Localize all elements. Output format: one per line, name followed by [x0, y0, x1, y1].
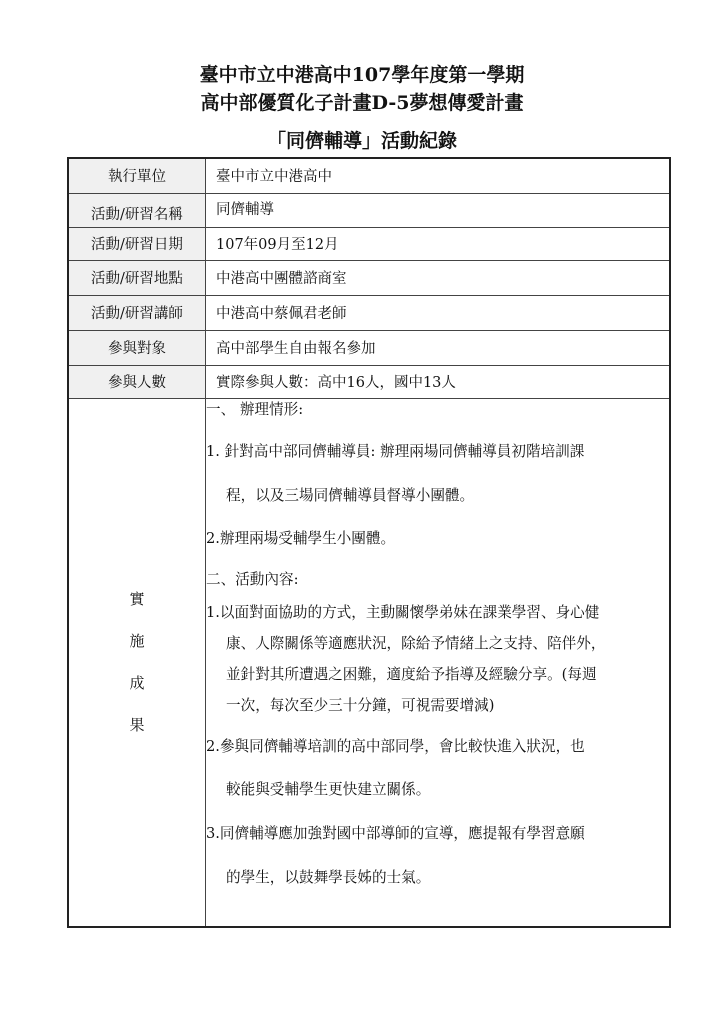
row-value: 實際參與人數：高中16人，國中13人	[206, 365, 671, 398]
activity-record-table	[67, 157, 671, 928]
document-title-line1: 臺中市立中港高中107學年度第一學期	[199, 64, 525, 86]
content-line: 1. 針對高中部同儕輔導員: 辦理兩場同儕輔導員初階培訓課	[206, 442, 585, 460]
row-value: 中港高中團體諮商室	[206, 260, 671, 295]
content-line: 2.參與同儕輔導培訓的高中部同學，會比較快進入狀況，也	[206, 737, 585, 755]
table-row	[68, 365, 670, 398]
table-row	[68, 260, 670, 295]
section-heading: 一、 辦理情形:	[206, 400, 304, 418]
row-label: 活動/研習日期	[68, 227, 206, 260]
content-line: 的學生，以鼓舞學長姊的士氣。	[226, 868, 431, 886]
content-line: 康、人際關係等適應狀況，除給予情緒上之支持、陪伴外，	[226, 634, 606, 652]
section-heading: 二、活動內容:	[206, 570, 299, 588]
table-row	[68, 227, 670, 260]
results-label	[68, 398, 206, 927]
content-line: 較能與受輔學生更快建立關係。	[226, 780, 431, 798]
content-line: 3.同儕輔導應加強對國中部導師的宣導，應提報有學習意願	[206, 824, 585, 842]
results-row	[68, 398, 670, 927]
content-line: 程，以及三場同儕輔導員督導小團體。	[226, 486, 475, 504]
results-label-char: 施	[129, 632, 145, 651]
results-label-char: 實	[129, 590, 145, 609]
document-title-line2: 高中部優質化子計畫D-5夢想傳愛計畫	[200, 92, 524, 114]
results-label-char: 成	[129, 674, 145, 693]
row-value: 中港高中蔡佩君老師	[206, 295, 671, 330]
row-label: 執行單位	[68, 158, 206, 193]
results-content	[206, 398, 671, 927]
row-label: 參與人數	[68, 365, 206, 398]
content-line: 2.辦理兩場受輔學生小團體。	[206, 529, 396, 547]
content-line: 並針對其所遭遇之困難，適度給予指導及經驗分享。(每週	[226, 665, 597, 683]
table-row	[68, 158, 670, 193]
row-value: 107年09月至12月	[206, 227, 671, 260]
row-value: 同儕輔導	[206, 193, 671, 227]
content-line: 一次，每次至少三十分鐘，可視需要增減)	[226, 696, 495, 714]
table-row	[68, 295, 670, 330]
row-label: 活動/研習講師	[68, 295, 206, 330]
content-line: 1.以面對面協助的方式，主動關懷學弟妹在課業學習、身心健	[206, 603, 600, 621]
table-row	[68, 193, 670, 227]
row-value: 高中部學生自由報名參加	[206, 330, 671, 365]
table-row	[68, 330, 670, 365]
row-label: 參與對象	[68, 330, 206, 365]
results-label-char: 果	[129, 716, 145, 735]
row-value: 臺中市立中港高中	[206, 158, 671, 193]
row-label: 活動/研習名稱	[68, 193, 206, 227]
document-title-line3: 「同儕輔導」活動紀錄	[266, 130, 457, 152]
row-label: 活動/研習地點	[68, 260, 206, 295]
